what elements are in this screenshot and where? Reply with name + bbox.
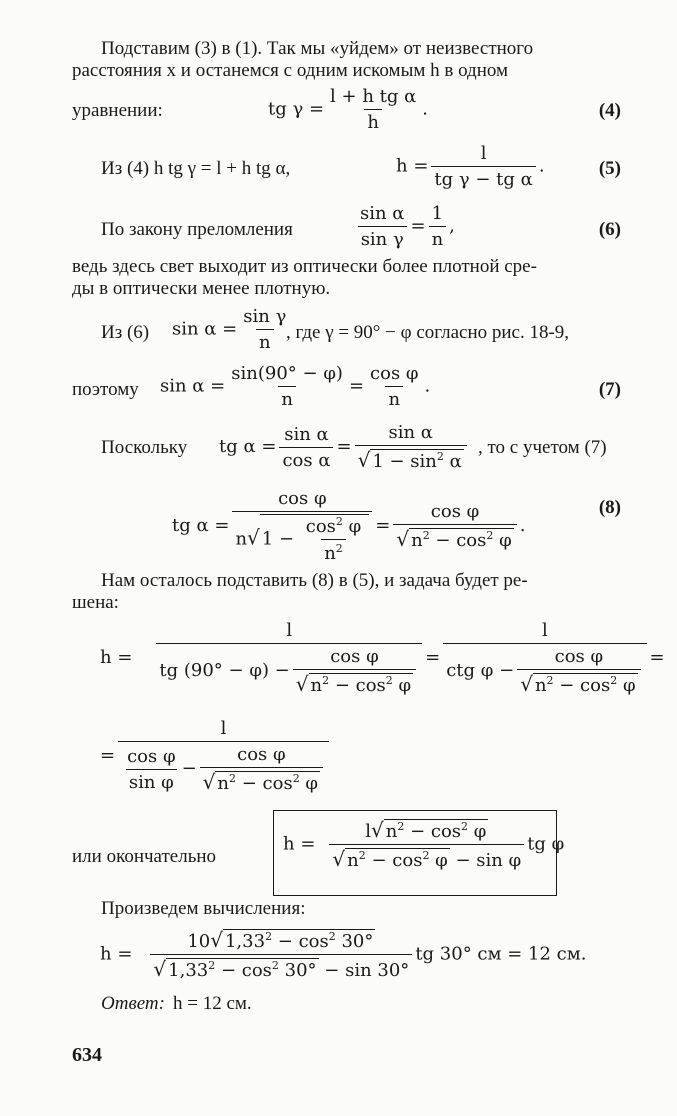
equation-number: (4)	[598, 100, 621, 121]
paragraph-line: Из (6)	[101, 322, 150, 343]
page-number: 634	[72, 1044, 102, 1066]
paragraph-line: Из (4) h tg γ = l + h tg α,	[101, 158, 291, 179]
equation-h-simplified: = l $\frac{\text{cos φ}}{\text{sin φ}}$ − $\frac{\text{cos φ}}{√ n^2 - \cos^2 \varphi}$	[100, 718, 332, 794]
equation-5: h = $\frac{l}{\text{tg γ − tg α}}$ .	[396, 143, 545, 190]
equation-sin-alpha: sin α = $\frac{\text{sin γ}}{n}$	[172, 306, 287, 353]
equation-8: tg α = cos φ n√ 1 − $\frac{\cos^2 \varphi}{n^2}$ = $\frac{\text{cos φ}}{√ n^2 - \cos^2 \varphi}$ .	[172, 488, 526, 564]
paragraph-line: ды в оптически менее плотную.	[72, 278, 331, 299]
equation-number: (6)	[598, 219, 621, 240]
equation-7: sin α = $\frac{\sin(90^\circ - \varphi)}{n}$ = $\frac{\text{cos φ}}{n}$ .	[160, 363, 431, 410]
paragraph-line: Поскольку	[101, 437, 188, 458]
equation-h-final: h = $\frac{l√ n^2 - \cos^2 \varphi}{√ n^2 - \cos^2 \varphi - \sin \varphi}$ tg φ	[283, 818, 565, 871]
equation-tg-alpha: tg α = $\frac{\text{sin α}}{\text{cos α}}$ = $\frac{\text{sin α}}{√ 1 - \sin^2 \alpha}$	[219, 422, 470, 472]
paragraph-line: , то с учетом (7)	[478, 437, 607, 458]
paragraph-line: расстояния x и останемся с одним искомым h в одном	[72, 60, 509, 81]
paragraph-line: Произведем вычисления:	[101, 898, 306, 919]
answer-label: Ответ:	[101, 993, 165, 1014]
equation-6: $\frac{\text{sin α}}{\text{sin γ}}$ = $\frac{1}{n}$ ,	[354, 203, 455, 250]
paragraph-line: ведь здесь свет выходит из оптически более плотной сре-	[72, 256, 537, 277]
paragraph-line: поэтому	[72, 379, 139, 400]
equation-4: tg γ = $\frac{\text{l + h tg α}}{h}$ .	[268, 86, 429, 133]
paragraph-line: или окончательно	[72, 846, 217, 867]
paragraph-line: По закону преломления	[101, 219, 293, 240]
paragraph-line: уравнении:	[72, 100, 163, 121]
equation-h-numeric: h = $\frac{10√ 1,33^2 - \cos^2 30^\circ}{√ 1,33^2 - \cos^2 30^\circ - \sin 30^\circ}$ tg 30° см = 12 см.	[100, 928, 587, 981]
paragraph-line: , где γ = 90° − φ согласно рис. 18-9,	[286, 322, 570, 343]
equation-h-substitution: h = l tg (90° − φ) − $\frac{\text{cos φ}}{√ n^2 - \cos^2 \varphi}$ = l ctg φ − $\frac{\text{cos φ}}{√ n^2 - \cos^2 \varphi}$ =	[100, 620, 665, 696]
equation-number: (7)	[598, 379, 621, 400]
paragraph-line: Подставим (3) в (1). Так мы «уйдем» от неизвестного	[101, 38, 534, 59]
equation-number: (5)	[598, 158, 621, 179]
answer-value: h = 12 см.	[173, 993, 252, 1014]
equation-number: (8)	[598, 497, 621, 518]
paragraph-line: шена:	[72, 592, 119, 613]
paragraph-line: Нам осталось подставить (8) в (5), и задача будет ре-	[101, 570, 528, 591]
